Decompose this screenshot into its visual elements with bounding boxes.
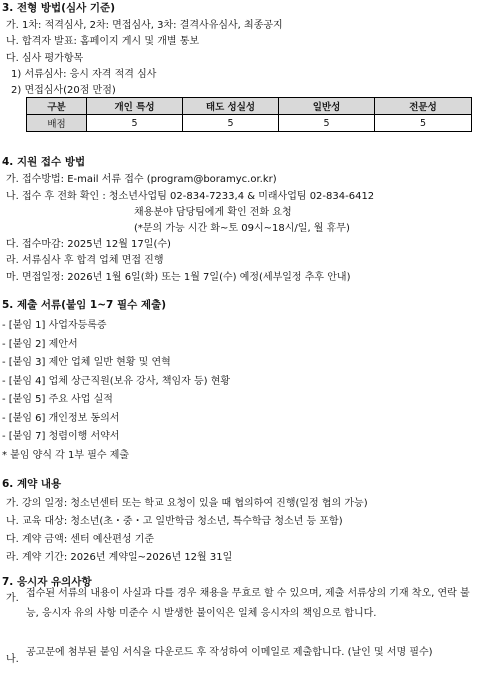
s6-line-1: 가. 강의 일정: 청소년센터 또는 학교 요청이 있을 때 협의하여 진행(일정 협의 가능) bbox=[6, 498, 368, 509]
s4-line-3: 채용분야 담당팀에게 확인 전화 요청 bbox=[134, 207, 292, 218]
s4-line-5: 다. 접수마감: 2025년 12월 17일(수) bbox=[6, 239, 171, 250]
section-4-title: 4. 지원 접수 방법 bbox=[2, 156, 86, 168]
table-header-cell: 개인 특성 bbox=[87, 98, 183, 115]
interview-score-table bbox=[26, 97, 472, 132]
table-header-cell: 태도 성실성 bbox=[183, 98, 279, 115]
table-cell: 5 bbox=[279, 115, 375, 132]
s6-line-4: 라. 계약 기간: 2026년 계약일~2026년 12월 31일 bbox=[6, 552, 233, 563]
list-item: - [붙임 2] 제안서 bbox=[2, 339, 78, 350]
table-row-label: 배점 bbox=[27, 115, 87, 132]
s4-line-6: 라. 서류심사 후 합격 업체 면접 진행 bbox=[6, 255, 164, 266]
s3-line-4: 1) 서류심사: 응시 자격 적격 심사 bbox=[11, 69, 157, 80]
list-item: - [붙임 4] 업체 상근직원(보유 강사, 책임자 등) 현황 bbox=[2, 376, 231, 387]
s7-item-na-text: 공고문에 첨부된 붙임 서식을 다운로드 후 작성하여 이메일로 제출합니다. (날인 및 서명 필수) bbox=[26, 647, 433, 658]
list-item: - [붙임 6] 개인정보 동의서 bbox=[2, 413, 120, 424]
s4-line-2: 나. 접수 후 전화 확인 : 청소년사업팀 02-834-7233,4 & 미래사업팀 02-834-6412 bbox=[6, 191, 375, 202]
s6-line-2: 나. 교육 대상: 청소년(초・중・고 일반학급 청소년, 특수학급 청소년 등 포함) bbox=[6, 516, 343, 527]
table-header-cell: 구분 bbox=[27, 98, 87, 115]
table-row bbox=[27, 115, 472, 132]
table-header-cell: 전문성 bbox=[375, 98, 472, 115]
s4-line-4: (*문의 가능 시간 화~토 09시~18시/일, 월 휴무) bbox=[134, 223, 350, 234]
table-header-cell: 일반성 bbox=[279, 98, 375, 115]
s3-line-5: 2) 면접심사(20점 만점) bbox=[11, 85, 116, 96]
table-cell: 5 bbox=[183, 115, 279, 132]
s3-line-3: 다. 심사 평가항목 bbox=[6, 53, 84, 64]
section-5-title: 5. 제출 서류(붙임 1~7 필수 제출) bbox=[2, 299, 167, 311]
section-7-title: 7. 응시자 유의사항 bbox=[2, 576, 92, 588]
list-item: - [붙임 1] 사업자등록증 bbox=[2, 320, 107, 331]
list-item: - [붙임 3] 제안 업체 일반 현황 및 연혁 bbox=[2, 357, 171, 368]
s6-line-3: 다. 계약 금액: 센터 예산편성 기준 bbox=[6, 534, 155, 545]
section-3-title: 3. 전형 방법(심사 기준) bbox=[2, 2, 116, 14]
s7-item-ga-label: 가. bbox=[6, 593, 19, 604]
s4-line-1: 가. 접수방법: E-mail 서류 접수 (program@boramyc.or.kr) bbox=[6, 174, 277, 185]
s3-line-2: 나. 합격자 발표: 홈페이지 게시 및 개별 통보 bbox=[6, 36, 200, 47]
s4-line-7: 마. 면접일정: 2026년 1월 6일(화) 또는 1월 7일(수) 예정(세부일정 추후 안내) bbox=[6, 272, 351, 283]
table-header-row bbox=[27, 98, 472, 115]
list-item: - [붙임 7] 청렴이행 서약서 bbox=[2, 431, 120, 442]
s7-item-ga-text: 접수된 서류의 내용이 사실과 다를 경우 채용을 무효로 할 수 있으며, 제출 서류상의 기재 착오, 연락 불능, 응시자 유의 사항 미준수 시 발생한 불이익은 일체 응시자의 책임으로 합니다. bbox=[26, 588, 470, 619]
table-cell: 5 bbox=[375, 115, 472, 132]
section-6-title: 6. 계약 내용 bbox=[2, 478, 62, 490]
s3-line-1: 가. 1차: 적격심사, 2차: 면접심사, 3차: 결격사유심사, 최종공지 bbox=[6, 20, 283, 31]
table-cell: 5 bbox=[87, 115, 183, 132]
list-item: - [붙임 5] 주요 사업 실적 bbox=[2, 394, 113, 405]
submission-note: * 붙임 양식 각 1부 필수 제출 bbox=[2, 450, 130, 461]
s7-item-na-label: 나. bbox=[6, 654, 19, 665]
